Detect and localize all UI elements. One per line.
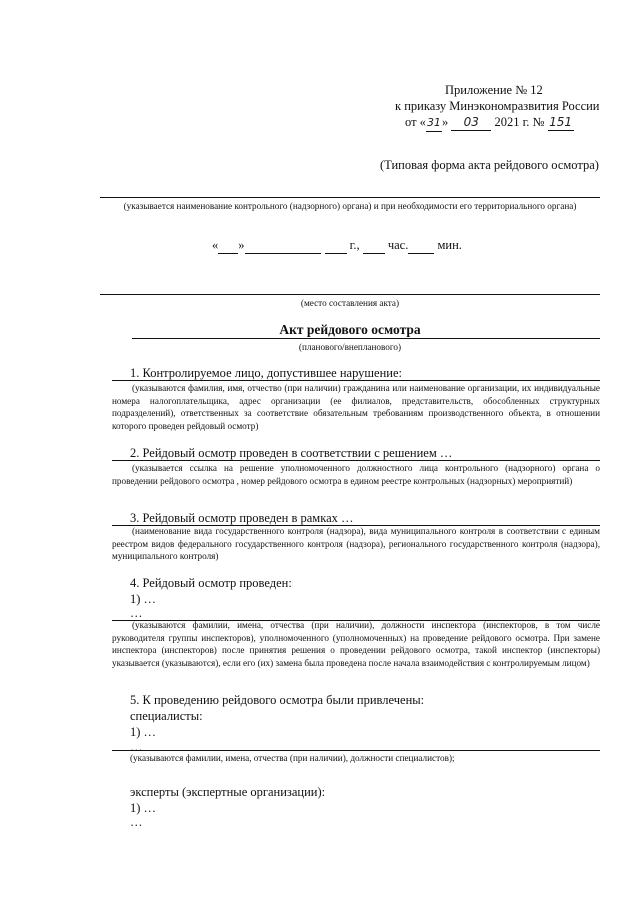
specialists-item1: 1) … xyxy=(130,725,157,739)
date-day-blank xyxy=(218,237,238,254)
organ-name-line xyxy=(100,197,600,198)
section2-heading: 2. Рейдовый осмотр проведен в соответствии с решением … xyxy=(130,446,453,460)
minutes-blank xyxy=(408,237,434,254)
specialists-ellipsis: … xyxy=(130,740,143,754)
experts-label: эксперты (экспертные организации): xyxy=(130,785,326,799)
section2-caption: (указывается ссылка на решение уполномоченного должностного лица контрольного (надзорного) органа о проведении рейдового осмотра , номер рейдового осмотра в едином реестре контрольных (надзорных) мероприятий) xyxy=(112,463,600,486)
appendix-header xyxy=(395,82,605,132)
specialists-label: специалисты: xyxy=(130,709,203,723)
section5-heading: 5. К проведению рейдового осмотра были привлечены: xyxy=(130,693,425,707)
section3-heading: 3. Рейдовый осмотр проведен в рамках … xyxy=(130,511,354,525)
specialists-caption: (указываются фамилии, имена, отчества (при наличии), должности специалистов); xyxy=(130,753,455,763)
section4-caption: (указываются фамилии, имена, отчества (при наличии), должности инспектора (инспекторов, в том числе руководителя группы инспекторов), уполномоченного (уполномоченных) на проведение рейдового осмотра. При замене инспектора (инспекторов) после принятия решения о проведении рейдового осмотра, такой инспектор (инспекторы) указывается (указываются), если его (их) замена была проведена после начала взаимодействия с контролируемым лицом) xyxy=(112,620,600,668)
date-month-blank xyxy=(245,237,321,254)
order-date-line: от «31» 03 2021 г. № 151 xyxy=(395,114,605,132)
section1-heading: 1. Контролируемое лицо, допустившее нарушение: xyxy=(130,366,402,380)
section4-item1: 1) … xyxy=(130,592,157,606)
section2-line xyxy=(112,460,600,461)
section4-heading: 4. Рейдовый осмотр проведен: xyxy=(130,576,292,590)
specialists-line xyxy=(112,750,600,751)
experts-ellipsis: … xyxy=(130,815,143,829)
section1-line xyxy=(112,380,600,381)
section3-caption: (наименование вида государственного контроля (надзора), вида муниципального контроля в соответствии с единым реестром видов федерального государственного контроля (надзора), регионального государственного контроля (надзора), муниципального контроля) xyxy=(112,526,600,561)
form-type-label: (Типовая форма акта рейдового осмотра) xyxy=(380,158,599,172)
date-year-blank xyxy=(325,237,347,254)
order-month: 03 xyxy=(451,114,491,131)
act-subtitle: (планового/внепланового) xyxy=(298,342,402,352)
order-reference: к приказу Минэкономразвития России xyxy=(395,99,600,113)
place-line xyxy=(100,294,600,295)
hours-blank xyxy=(363,237,385,254)
order-day: 31 xyxy=(426,115,442,132)
organ-caption: (указывается наименование контрольного (надзорного) органа) и при необходимости его территориального органа) xyxy=(123,201,577,211)
section1-caption: (указываются фамилия, имя, отчество (при наличии) гражданина или наименование организации, их индивидуальные номера налогоплательщика, адрес организации (ее филиалов, представительств, обособленных структурных подразделений), ответственных за соответствие обязательным требованиям производственного объекта, в отношении которого проведен рейдовый осмотр) xyxy=(112,383,600,431)
order-number: 151 xyxy=(549,115,573,129)
place-caption: (место составления акта) xyxy=(300,298,400,308)
act-title: Акт рейдового осмотра xyxy=(279,322,421,337)
appendix-number: Приложение № 12 xyxy=(445,83,543,97)
experts-item1: 1) … xyxy=(130,801,157,815)
datetime-line: « » г., час. мин. xyxy=(212,238,462,252)
title-underline xyxy=(132,338,600,339)
section4-ellipsis: … xyxy=(130,606,143,620)
